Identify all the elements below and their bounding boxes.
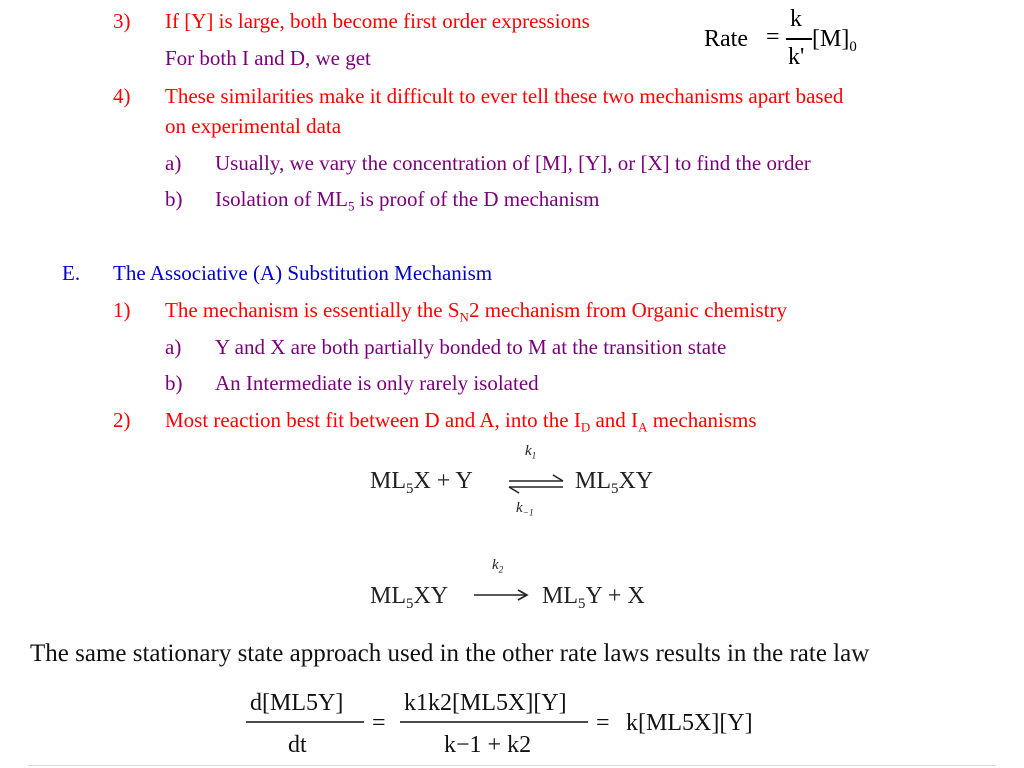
item-text: Y and X are both partially bonded to M at the transition state [215,335,727,359]
reaction-2-products: $ML_5Y + X$ [542,583,645,613]
item-marker: b) [165,187,183,211]
rate-equation [704,4,884,74]
item-text: If [Y] is large, both become first order expressions [165,9,590,33]
section-title: The Associative (A) Substitution Mechanism [113,261,493,285]
bottom-divider [28,765,996,766]
rate-law-mid-numerator: k1k2[ML5X][Y] [404,690,567,716]
rate-law-equals-2: = [596,710,610,736]
rate-law-lhs-numerator: d[ML5Y] [250,690,344,716]
equilibrium-arrow-icon [505,474,567,494]
rate-law-mid-denominator: k−1 + k2 [444,732,532,758]
item-text: on experimental data [165,114,342,138]
item-text: An Intermediate is only rarely isolated [215,371,539,395]
item-4-line2 [165,114,341,138]
rate-law-equals: = [372,710,386,736]
section-marker: E. [62,261,81,285]
rate-law-lhs-denominator: dt [288,732,307,758]
item-text: Isolation of $ML_5$ is proof of the D mechanism [215,187,600,214]
item-text: Most reaction best fit between D and A, into the $I_D$ and $I_A$ mechanisms [165,408,757,435]
reaction-1-product: $ML_5XY$ [575,468,654,498]
concentration-term: $[M]_0$ [812,26,857,56]
rate-constant-k2: $k_2$ [492,557,504,576]
fraction-denominator: k' [788,44,805,70]
item-marker: 3) [113,9,131,33]
item-marker: 2) [113,408,131,432]
rate-law-rhs: k[ML5X][Y] [626,710,753,736]
fraction-numerator: k [790,6,802,32]
item-3-followup [165,46,371,70]
equals-sign: = [766,24,780,50]
item-marker: b) [165,371,183,395]
item-marker: 4) [113,84,131,108]
item-text: The mechanism is essentially the $S_N2$ mechanism from Organic chemistry [165,298,787,325]
item-marker: a) [165,151,182,175]
item-marker: 1) [113,298,131,322]
rate-constant-k-minus-1: $k_{-1}$ [516,500,534,519]
item-text: Usually, we vary the concentration of [M], [Y], or [X] to find the order [215,151,811,175]
item-marker: a) [165,335,182,359]
fraction-bar [786,38,812,40]
item-text: These similarities make it difficult to ever tell these two mechanisms apart based [165,84,844,108]
rate-label: Rate [704,26,748,52]
item-text: For both I and D, we get [165,46,371,70]
rate-law-equation [240,684,800,764]
rate-law-note: The same stationary state approach used in the other rate laws results in the rate law [30,640,870,667]
rate-constant-k1: $k_1$ [525,443,537,462]
reaction-2-reactant: $ML_5XY$ [370,583,449,613]
reaction-1-reactants: $ML_5X + Y$ [370,468,473,498]
forward-arrow-icon [472,588,530,602]
